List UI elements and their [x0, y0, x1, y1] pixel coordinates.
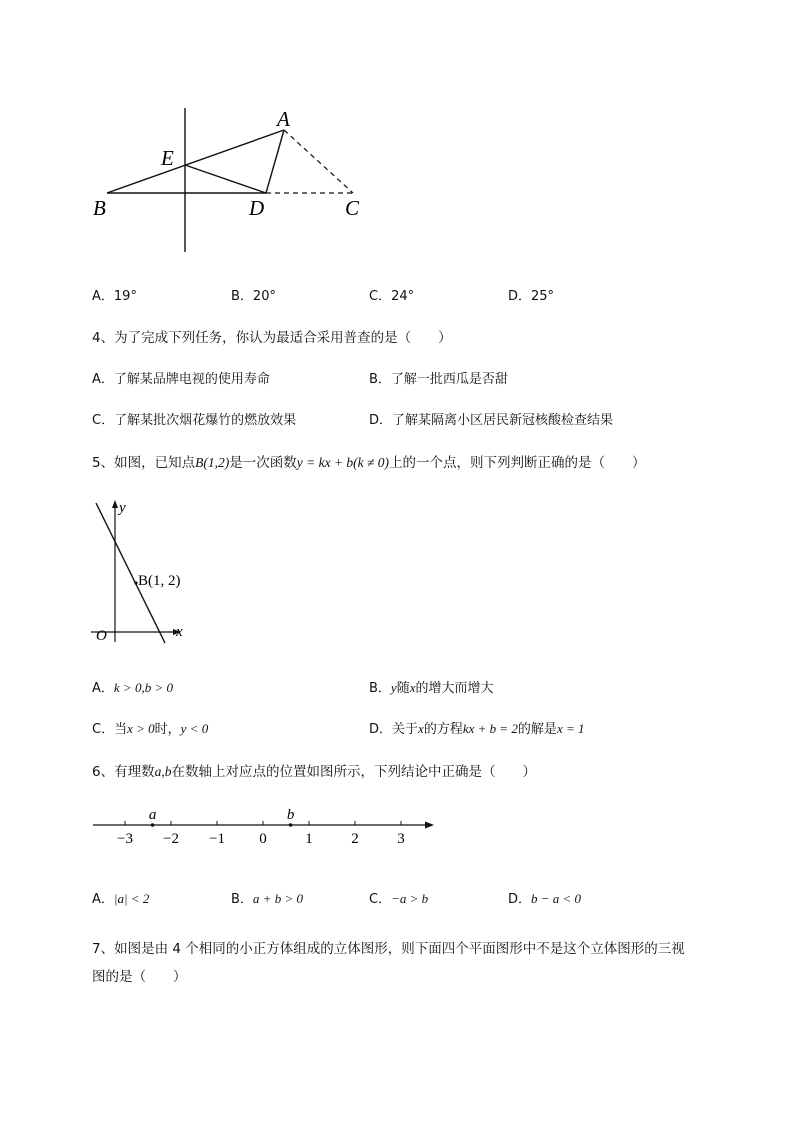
point-a-label: a: [148, 807, 157, 823]
q6-stem: 6、有理数a,b在数轴上对应点的位置如图所示，下列结论中正确是（ ）: [92, 764, 536, 780]
label-c: C: [345, 196, 360, 220]
q4-option-b[interactable]: B．了解一批西瓜是否甜: [369, 372, 508, 387]
point-b-label: b: [286, 807, 295, 823]
q3-option-a[interactable]: A．19°: [92, 289, 137, 304]
label-d: D: [249, 196, 265, 220]
q5-stem: 5、如图，已知点B(1,2)是一次函数y = kx + b(k ≠ 0)上的一个点，则下列判断正确的是（ ）: [92, 455, 646, 471]
q5-option-a[interactable]: A．k > 0,b > 0: [92, 680, 173, 696]
q7-stem-line1: 7、如图是由 4 个相同的小正方体组成的立体图形，则下面四个平面图形中不是这个立体图形的三视: [92, 941, 685, 957]
point-b: [289, 823, 293, 827]
label-a: A: [277, 107, 290, 131]
tick-label: −3: [117, 831, 133, 847]
q6-option-b[interactable]: B．a + b > 0: [231, 891, 303, 907]
tick-label: 1: [305, 831, 313, 847]
triangle-figure: [85, 100, 385, 260]
q5-option-c[interactable]: C．当x > 0时，y < 0: [92, 721, 209, 737]
q7-stem-line2: 图的是（ ）: [92, 969, 187, 985]
origin-label: O: [96, 628, 107, 644]
tick-label: 3: [397, 831, 405, 847]
q3-option-d[interactable]: D．25°: [508, 289, 555, 304]
q5-option-d[interactable]: D．关于x的方程kx + b = 2的解是x = 1: [369, 721, 585, 737]
q4-option-c[interactable]: C．了解某批次烟花爆竹的燃放效果: [92, 413, 297, 428]
label-b: B: [93, 196, 106, 220]
label-e: E: [161, 146, 174, 170]
q3-option-b[interactable]: B．20°: [231, 289, 276, 304]
q4-option-d[interactable]: D．了解某隔离小区居民新冠核酸检查结果: [369, 413, 614, 428]
point-b-label: B(1, 2): [138, 573, 181, 589]
point-a: [151, 823, 155, 827]
q4-stem: 4、为了完成下列任务，你认为最适合采用普查的是（ ）: [92, 330, 452, 346]
tick-label: −1: [209, 831, 225, 847]
q6-option-c[interactable]: C．−a > b: [369, 891, 429, 907]
q3-option-c[interactable]: C．24°: [369, 289, 415, 304]
linear-function-graph: [88, 495, 198, 645]
tick-label: −2: [163, 831, 179, 847]
axis-x-label: x: [176, 624, 183, 640]
q6-option-d[interactable]: D．b − a < 0: [508, 891, 582, 907]
axis-y-label: y: [119, 500, 126, 516]
number-line: [88, 800, 438, 855]
q6-option-a[interactable]: A．|a| < 2: [92, 891, 150, 907]
q4-option-a[interactable]: A．了解某品牌电视的使用寿命: [92, 372, 270, 387]
tick-label: 0: [259, 831, 267, 847]
q5-option-b[interactable]: B．y随x的增大而增大: [369, 680, 494, 696]
tick-label: 2: [351, 831, 359, 847]
